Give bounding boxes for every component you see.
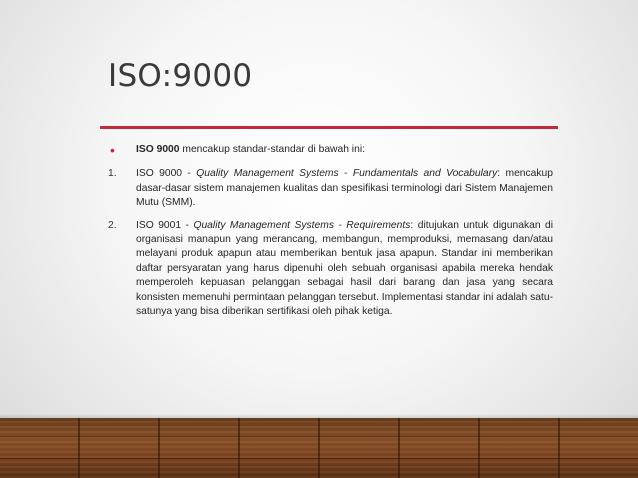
list-number: 1. [108,168,117,180]
list-number: 2. [108,219,117,231]
bullet-item [108,143,553,157]
plank-seam [0,436,638,437]
title-divider [100,126,558,129]
list-item-italic: Quality Management Systems - Fundamentals and Vocabulary [196,168,498,180]
bullet-icon: • [110,142,115,158]
slide-title: ISO:9000 [108,58,253,94]
list-item-text: : mencakup dasar-dasar sistem manajemen kualitas dan spesifikasi terminologi dari Sistem Manajemen Mutu (SMM). [136,168,553,209]
plank-seam [0,458,638,459]
wood-floor [0,418,638,478]
list-item-prefix: ISO 9000 - [136,168,197,180]
list-item-2 [108,219,553,320]
bullet-bold-text: ISO 9000 [136,144,180,155]
list-item-1 [108,167,553,210]
list-item-prefix: ISO 9001 - [136,219,194,231]
list-item-text: : ditujukan untuk digunakan di organisasi manapun yang merancang, membangun, memproduksi, memasang dan/atau melayani produk apapun atau memberikan bentuk jasa apapun. Standar ini memberikan daftar persyaratan yang harus dipenuhi oleh sebuah organisasi apabila mereka hendak memperoleh kepuasan pelanggan sebagai hasil dari barang dan jasa yang secara konsisten memenuhi permintaan pelanggan tersebut. Implementasi standar ini adalah satu-satunya yang bisa diberikan sertifikasi oleh pihak ketiga. [136,219,554,318]
slide-content [108,143,553,327]
list-item-italic: Quality Management Systems - Requirements [193,219,411,231]
bullet-text: mencakup standar-standar di bawah ini: [179,144,365,155]
